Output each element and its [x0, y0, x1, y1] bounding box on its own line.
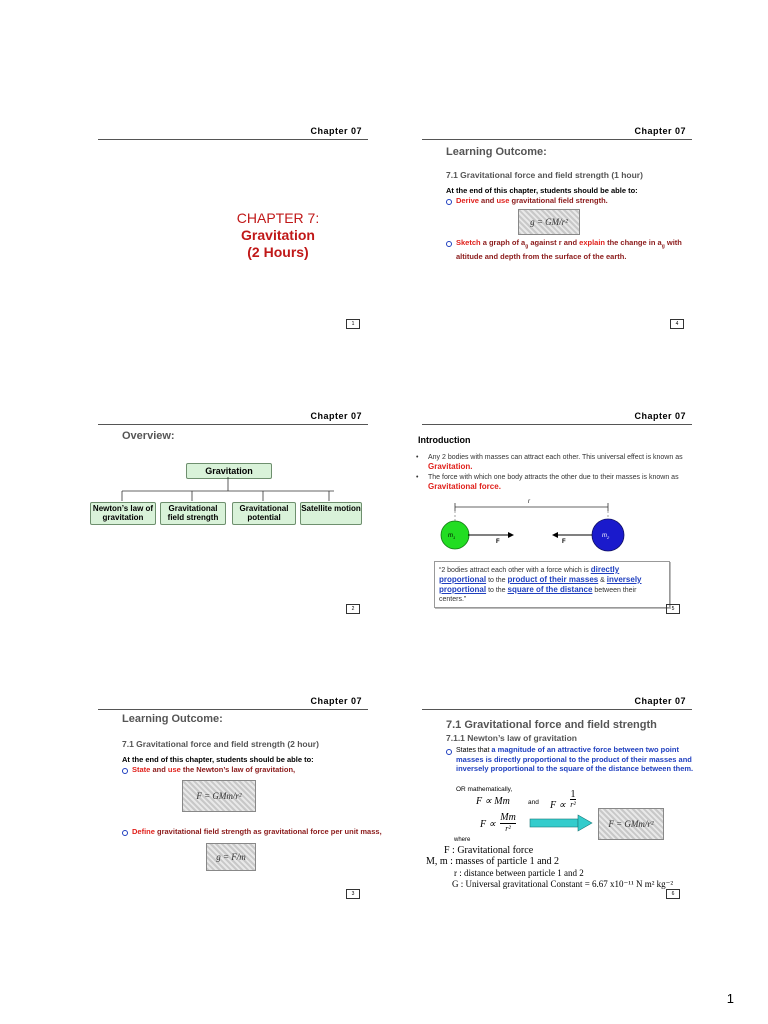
chapter-label: Chapter 07: [310, 411, 362, 421]
word-and: and: [481, 196, 495, 205]
intro-paragraph-2: • The force with which one body attracts the other due to their masses is known as Gravitational force.: [416, 474, 679, 491]
formula-image: F = GMm/r²: [182, 780, 256, 812]
quote-end: between their centers.”: [439, 587, 637, 603]
slide-heading: 7.1 Gravitational force and field strength: [446, 719, 657, 731]
chapter-label: Chapter 07: [310, 696, 362, 706]
slide-page-number: 2: [346, 604, 360, 614]
slide-heading: Overview:: [122, 430, 175, 442]
quote-directly: directly proportional: [439, 565, 620, 584]
header-rule: [422, 139, 692, 140]
slide-1: [98, 126, 368, 336]
slide-heading: Introduction: [418, 435, 471, 445]
states-body: a magnitude of an attractive force between two point masses is directly proportional to the product of their masses and inversely proportional to the square of the distance between them.: [456, 745, 694, 773]
chapter-label: Chapter 07: [634, 126, 686, 136]
quote-inversely: inversely proportional: [439, 575, 642, 594]
word-field-strength: gravitational field strength as gravitational force per unit mass,: [157, 827, 382, 836]
force-label-2: F: [562, 539, 566, 545]
proportional-mass: F ∝ Mm: [476, 796, 510, 807]
title-line-2: Gravitation: [241, 227, 315, 243]
mass-2-label: $m_2$: [602, 533, 610, 541]
chapter-label: Chapter 07: [634, 696, 686, 706]
intro-paragraph-1: • Any 2 bodies with masses can attract each other. This universal effect is known as Gravitation.: [416, 454, 683, 471]
newton-law-formula: F = GMm/r²: [598, 808, 664, 840]
or-mathematically: OR mathematically,: [456, 786, 513, 793]
slide-heading: Learning Outcome:: [122, 713, 223, 725]
slide-5: [408, 411, 692, 621]
node-potential: Gravitational potential: [232, 502, 296, 525]
slide-4: [422, 126, 692, 336]
node-field-strength: Gravitational field strength: [160, 502, 226, 525]
law-statement: [446, 746, 702, 775]
subscript-g2: g: [661, 243, 665, 250]
where-word: where: [454, 837, 471, 843]
states-that: States that: [456, 747, 490, 754]
quote-a: “2 bodies attract each other with a force which is: [439, 567, 589, 574]
word-graph: a graph of a: [482, 238, 526, 247]
proportional-distance: F ∝ 1 r²: [550, 789, 576, 811]
slide-page-number: 1: [346, 319, 360, 329]
node-newtons-law: Newton’s law of gravitation: [90, 502, 156, 525]
quote-amp: &: [600, 577, 605, 584]
chapter-label: Chapter 07: [634, 411, 686, 421]
bullet-define: [122, 827, 382, 836]
def-force: F : Gravitational force: [444, 845, 534, 856]
chapter-title: [198, 210, 358, 261]
slide-6: [408, 696, 692, 906]
bullet-derive: [446, 196, 696, 205]
slide-page-number: 3: [346, 889, 360, 899]
quote-to: to the: [488, 577, 506, 584]
header-rule: [98, 139, 368, 140]
header-rule: [422, 424, 692, 425]
def-distance: r : distance between particle 1 and 2: [454, 868, 584, 878]
def-constant: G : Universal gravitational Constant = 6.67 x10⁻¹¹ N m² kg⁻²: [452, 879, 674, 889]
header-rule: [422, 709, 692, 710]
word-state: State: [132, 765, 151, 774]
term-gravitation: Gravitation.: [428, 461, 473, 471]
root-node: Gravitation: [186, 463, 272, 479]
mass-1-label: $m_1$: [448, 533, 456, 541]
law-quote-box: [434, 561, 670, 608]
quote-product: product of their masses: [507, 575, 599, 584]
p2-text: The force with which one body attracts the other due to their masses is known as: [428, 474, 679, 481]
slide-heading: Learning Outcome:: [446, 146, 547, 158]
word-explain: explain: [579, 238, 605, 247]
slide-subheading: 7.1.1 Newton’s law of gravitation: [446, 733, 577, 743]
formula-image: g = GM/r²: [518, 209, 580, 235]
word-rest: gravitational field strength.: [511, 196, 608, 205]
bullet-sketch: [446, 238, 704, 261]
subscript-g: g: [525, 243, 529, 250]
word-against: against r and: [530, 238, 578, 247]
word-change: the change in a: [607, 238, 662, 247]
term-gravitational-force: Gravitational force.: [428, 481, 501, 491]
node-satellite-motion: Satellite motion: [300, 502, 362, 525]
word-define: Define: [132, 827, 155, 836]
def-masses: M, m : masses of particle 1 and 2: [426, 856, 560, 867]
document-page-number: 1: [726, 991, 734, 1006]
chapter-label: Chapter 07: [310, 126, 362, 136]
slide-intro: At the end of this chapter, students should be able to:: [122, 755, 314, 764]
word-use: use: [167, 765, 181, 774]
word-sketch: Sketch: [456, 238, 481, 247]
bullet-state: [122, 765, 372, 774]
title-line-1: CHAPTER 7:: [236, 210, 320, 226]
word-derive: Derive: [456, 196, 479, 205]
word-and: and: [152, 765, 166, 774]
slide-page-number: 4: [670, 319, 684, 329]
word-use: use: [496, 196, 510, 205]
word-rest: the Newton’s law of gravitation,: [182, 765, 296, 774]
slide-page-number: 5: [666, 604, 680, 614]
slide-subheading: 7.1 Gravitational force and field strength (2 hour): [122, 739, 319, 749]
slide-2: [92, 411, 368, 621]
and-word: and: [528, 799, 539, 806]
slide-page-number: 6: [666, 889, 680, 899]
word-altitude: with altitude and depth from the surface of the earth.: [456, 238, 682, 261]
title-line-3: (2 Hours): [247, 244, 309, 260]
slide-3: [98, 696, 382, 906]
slide-intro: At the end of this chapter, students should be able to:: [446, 186, 638, 195]
quote-to-2: to the: [488, 587, 506, 594]
p1-text: Any 2 bodies with masses can attract each other. This universal effect is known as: [428, 454, 683, 461]
formula-image-2: g = F/m: [206, 843, 256, 871]
force-label-1: F: [496, 539, 500, 545]
header-rule: [98, 709, 368, 710]
quote-square: square of the distance: [507, 585, 593, 594]
distance-label: r: [528, 499, 530, 505]
two-masses-diagram: [408, 499, 692, 555]
slide-subheading: 7.1 Gravitational force and field strength (1 hour): [446, 170, 643, 180]
arrow-to-equation: [528, 814, 594, 834]
combined-proportional: F ∝ Mm r²: [480, 812, 516, 833]
